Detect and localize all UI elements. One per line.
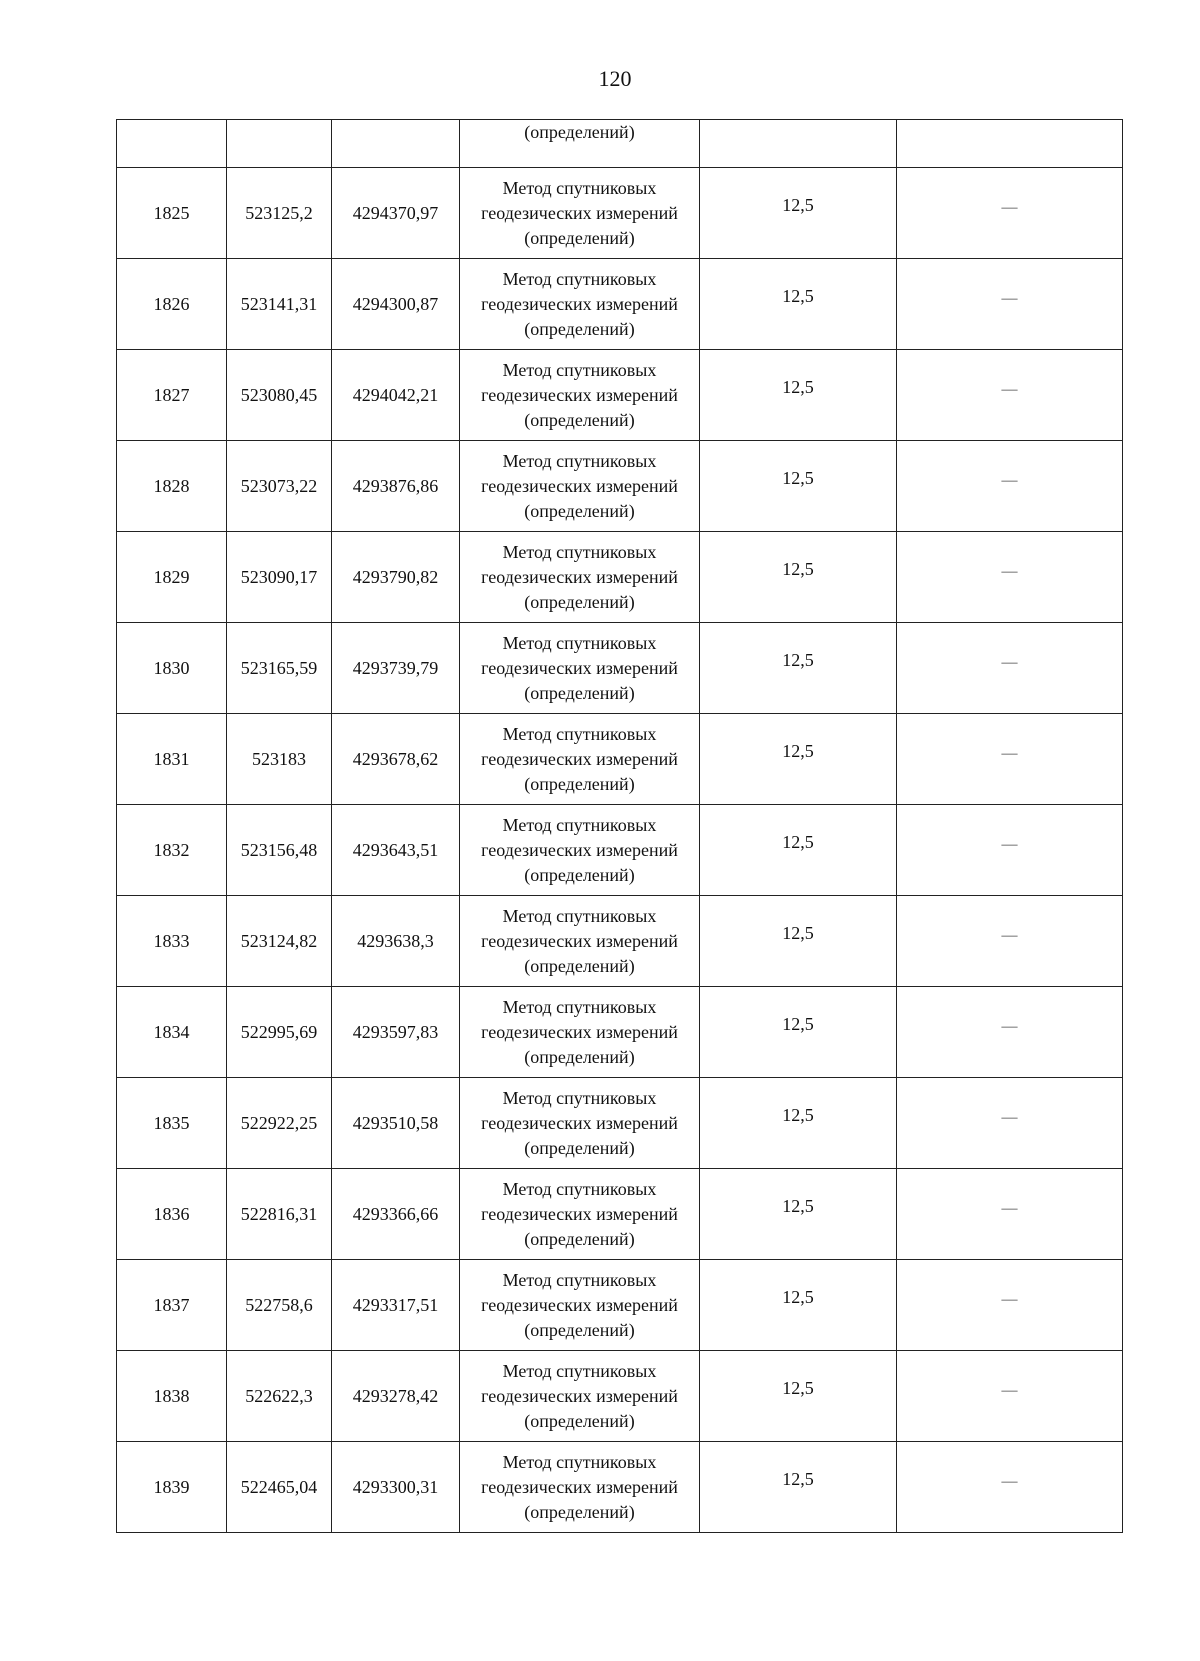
cell-x-text: 523165,59 — [240, 657, 318, 678]
cell-method — [460, 441, 700, 532]
cell-method — [460, 1169, 700, 1260]
cell-num — [117, 987, 227, 1078]
cell-y — [332, 1169, 460, 1260]
cell-x-text: 523073,22 — [240, 475, 318, 496]
method-line: геодезических измерений — [481, 657, 678, 678]
cell-x-text: 522465,04 — [240, 1476, 318, 1497]
method-line: (определений) — [524, 409, 635, 430]
table-row — [117, 1351, 1123, 1442]
cell-y-text: 4293597,83 — [352, 1021, 439, 1042]
cell-note-text: — — [1001, 1472, 1018, 1490]
cell-x — [227, 896, 332, 987]
cell-error-text: 12,5 — [782, 740, 814, 761]
table-row — [117, 441, 1123, 532]
method-line: (определений) — [524, 864, 635, 885]
method-line: (определений) — [524, 682, 635, 703]
method-line: геодезических измерений — [481, 1203, 678, 1224]
cell-error-text: 12,5 — [782, 376, 814, 397]
cell-num — [117, 441, 227, 532]
cell-x — [227, 168, 332, 259]
cell-error — [700, 532, 897, 623]
method-line: (определений) — [524, 1410, 635, 1431]
cell-note-text: — — [1001, 653, 1018, 671]
cell-note — [897, 623, 1123, 714]
cell-method — [460, 532, 700, 623]
table-row — [117, 532, 1123, 623]
page-number: 120 — [598, 66, 632, 91]
cell-num — [117, 896, 227, 987]
cell-num — [117, 168, 227, 259]
table-row — [117, 350, 1123, 441]
method-line: геодезических измерений — [481, 839, 678, 860]
method-line: (определений) — [524, 1137, 635, 1158]
cell-note — [897, 1078, 1123, 1169]
table-row — [117, 623, 1123, 714]
cell-note-text: — — [1001, 1290, 1018, 1308]
cell-x — [227, 1260, 332, 1351]
cell-note-text: — — [1001, 198, 1018, 216]
cell-method — [460, 1260, 700, 1351]
cell-num-text: 1830 — [153, 657, 190, 678]
cell-method — [460, 1078, 700, 1169]
cell-num-text: 1837 — [153, 1294, 190, 1315]
cell-note — [897, 441, 1123, 532]
cell-num-text: 1828 — [153, 475, 190, 496]
cell-error — [700, 120, 897, 168]
method-line: геодезических измерений — [481, 1294, 678, 1315]
cell-y-text: 4293739,79 — [352, 657, 439, 678]
coordinates-table — [116, 119, 1123, 1533]
cell-y — [332, 805, 460, 896]
cell-error — [700, 259, 897, 350]
cell-num — [117, 532, 227, 623]
cell-y-text: 4293317,51 — [352, 1294, 439, 1315]
method-line: геодезических измерений — [481, 1385, 678, 1406]
cell-y-text: 4294370,97 — [352, 202, 439, 223]
method-line: геодезических измерений — [481, 566, 678, 587]
cell-method — [460, 168, 700, 259]
cell-num-text: 1832 — [153, 839, 190, 860]
cell-x — [227, 1078, 332, 1169]
cell-note — [897, 168, 1123, 259]
cell-note-text: — — [1001, 744, 1018, 762]
cell-y — [332, 1351, 460, 1442]
method-line: (определений) — [524, 955, 635, 976]
cell-note-text: — — [1001, 562, 1018, 580]
cell-x-text: 522758,6 — [245, 1294, 313, 1315]
cell-x-text: 522816,31 — [240, 1203, 318, 1224]
cell-x-text: 522922,25 — [240, 1112, 318, 1133]
cell-x-text: 523124,82 — [240, 930, 318, 951]
cell-error — [700, 1351, 897, 1442]
cell-note-text: — — [1001, 1199, 1018, 1217]
cell-note-text: — — [1001, 1381, 1018, 1399]
method-line: (определений) — [524, 318, 635, 339]
method-line: Метод спутниковых — [502, 359, 657, 380]
cell-y-text: 4293510,58 — [352, 1112, 439, 1133]
cell-y-text: 4293638,3 — [357, 930, 434, 951]
cell-error-text: 12,5 — [782, 285, 814, 306]
cell-x — [227, 1169, 332, 1260]
cell-y — [332, 1078, 460, 1169]
cell-x-text: 523141,31 — [240, 293, 318, 314]
cell-note — [897, 1351, 1123, 1442]
cell-method — [460, 805, 700, 896]
method-line: (определений) — [524, 1046, 635, 1067]
cell-method — [460, 120, 700, 168]
cell-error — [700, 623, 897, 714]
method-line: Метод спутниковых — [502, 541, 657, 562]
cell-note — [897, 1260, 1123, 1351]
cell-num-text: 1826 — [153, 293, 190, 314]
table-row — [117, 714, 1123, 805]
cell-num-text: 1829 — [153, 566, 190, 587]
cell-error — [700, 350, 897, 441]
cell-num — [117, 1078, 227, 1169]
cell-error-text: 12,5 — [782, 194, 814, 215]
cell-note-text: — — [1001, 289, 1018, 307]
cell-note-text: — — [1001, 1017, 1018, 1035]
cell-x — [227, 714, 332, 805]
cell-num-text: 1831 — [153, 748, 190, 769]
cell-x-text: 523183 — [252, 748, 306, 769]
method-line: Метод спутниковых — [502, 905, 657, 926]
cell-num-text: 1836 — [153, 1203, 190, 1224]
method-line: Метод спутниковых — [502, 1360, 657, 1381]
method-line: (определений) — [524, 227, 635, 248]
table-row — [117, 168, 1123, 259]
cell-y-text: 4293678,62 — [352, 748, 439, 769]
table-row — [117, 805, 1123, 896]
cell-x-text: 522622,3 — [245, 1385, 313, 1406]
cell-note — [897, 1169, 1123, 1260]
cell-y-text: 4293300,31 — [352, 1476, 439, 1497]
cell-note-text: — — [1001, 1108, 1018, 1126]
cell-y — [332, 532, 460, 623]
cell-note — [897, 805, 1123, 896]
table-row — [117, 1442, 1123, 1533]
cell-x-text: 523090,17 — [240, 566, 318, 587]
cell-error-text: 12,5 — [782, 1286, 814, 1307]
cell-method — [460, 259, 700, 350]
cell-error — [700, 987, 897, 1078]
cell-note-text: — — [1001, 926, 1018, 944]
cell-x — [227, 987, 332, 1078]
cell-method — [460, 350, 700, 441]
cell-note-text: — — [1001, 380, 1018, 398]
cell-y-text: 4293790,82 — [352, 566, 439, 587]
table-row — [117, 896, 1123, 987]
cell-x — [227, 623, 332, 714]
cell-error — [700, 805, 897, 896]
cell-x — [227, 441, 332, 532]
method-line: геодезических измерений — [481, 1112, 678, 1133]
cell-error — [700, 1260, 897, 1351]
cell-num — [117, 1169, 227, 1260]
cell-error-text: 12,5 — [782, 922, 814, 943]
cell-num — [117, 805, 227, 896]
method-line: геодезических измерений — [481, 1021, 678, 1042]
cell-num — [117, 259, 227, 350]
cell-num-text: 1835 — [153, 1112, 190, 1133]
cell-x — [227, 805, 332, 896]
cell-method — [460, 623, 700, 714]
cell-y — [332, 259, 460, 350]
cell-y-text: 4293643,51 — [352, 839, 439, 860]
cell-y — [332, 987, 460, 1078]
method-line: Метод спутниковых — [502, 1178, 657, 1199]
method-line: Метод спутниковых — [502, 268, 657, 289]
cell-x — [227, 350, 332, 441]
method-line: геодезических измерений — [481, 930, 678, 951]
cell-error — [700, 1442, 897, 1533]
cell-error-text: 12,5 — [782, 558, 814, 579]
cell-num-text: 1825 — [153, 202, 190, 223]
cell-method — [460, 1442, 700, 1533]
cell-error-text: 12,5 — [782, 467, 814, 488]
cell-error — [700, 441, 897, 532]
cell-x-text: 523125,2 — [245, 202, 313, 223]
cell-y — [332, 1442, 460, 1533]
cell-num — [117, 120, 227, 168]
method-line: геодезических измерений — [481, 384, 678, 405]
method-line: Метод спутниковых — [502, 1087, 657, 1108]
cell-y-text: 4294042,21 — [352, 384, 439, 405]
cell-error-text: 12,5 — [782, 1104, 814, 1125]
cell-x — [227, 1442, 332, 1533]
cell-error — [700, 168, 897, 259]
cell-error-text: 12,5 — [782, 831, 814, 852]
table-row — [117, 259, 1123, 350]
cell-error — [700, 1078, 897, 1169]
cell-y-text: 4294300,87 — [352, 293, 439, 314]
method-line: геодезических измерений — [481, 293, 678, 314]
method-tail: (определений) — [524, 122, 635, 142]
cell-y — [332, 623, 460, 714]
cell-error-text: 12,5 — [782, 649, 814, 670]
cell-y — [332, 441, 460, 532]
cell-note — [897, 532, 1123, 623]
method-line: геодезических измерений — [481, 202, 678, 223]
cell-note — [897, 120, 1123, 168]
cell-y — [332, 1260, 460, 1351]
cell-num — [117, 1260, 227, 1351]
cell-note-text: — — [1001, 835, 1018, 853]
cell-note — [897, 259, 1123, 350]
method-line: (определений) — [524, 500, 635, 521]
method-line: (определений) — [524, 1228, 635, 1249]
cell-method — [460, 714, 700, 805]
cell-num-text: 1833 — [153, 930, 190, 951]
method-line: (определений) — [524, 591, 635, 612]
cell-num-text: 1834 — [153, 1021, 190, 1042]
cell-y — [332, 896, 460, 987]
cell-x-text: 523080,45 — [240, 384, 318, 405]
table-row — [117, 1260, 1123, 1351]
cell-y-text: 4293876,86 — [352, 475, 439, 496]
method-line: Метод спутниковых — [502, 177, 657, 198]
cell-x — [227, 259, 332, 350]
method-line: Метод спутниковых — [502, 450, 657, 471]
cell-error — [700, 896, 897, 987]
cell-y-text: 4293278,42 — [352, 1385, 439, 1406]
method-line: Метод спутниковых — [502, 723, 657, 744]
method-line: (определений) — [524, 1319, 635, 1340]
method-line: (определений) — [524, 773, 635, 794]
table-row — [117, 1169, 1123, 1260]
cell-note — [897, 1442, 1123, 1533]
method-line: Метод спутниковых — [502, 996, 657, 1017]
cell-num-text: 1839 — [153, 1476, 190, 1497]
cell-num — [117, 1351, 227, 1442]
cell-note-text: — — [1001, 471, 1018, 489]
table-body — [117, 120, 1123, 1533]
cell-error — [700, 714, 897, 805]
cell-y — [332, 714, 460, 805]
cell-x — [227, 1351, 332, 1442]
method-line: Метод спутниковых — [502, 1451, 657, 1472]
method-line: Метод спутниковых — [502, 1269, 657, 1290]
cell-error — [700, 1169, 897, 1260]
cell-note — [897, 987, 1123, 1078]
method-line: геодезических измерений — [481, 475, 678, 496]
cell-error-text: 12,5 — [782, 1468, 814, 1489]
cell-x-text: 522995,69 — [240, 1021, 318, 1042]
cell-num-text: 1838 — [153, 1385, 190, 1406]
cell-error-text: 12,5 — [782, 1377, 814, 1398]
table-row — [117, 987, 1123, 1078]
cell-x — [227, 120, 332, 168]
cell-error-text: 12,5 — [782, 1195, 814, 1216]
continued-row — [117, 120, 1123, 168]
cell-y-text: 4293366,66 — [352, 1203, 439, 1224]
cell-num — [117, 350, 227, 441]
method-line: геодезических измерений — [481, 1476, 678, 1497]
cell-note — [897, 350, 1123, 441]
cell-error-text: 12,5 — [782, 1013, 814, 1034]
cell-method — [460, 896, 700, 987]
cell-num-text: 1827 — [153, 384, 190, 405]
cell-note — [897, 714, 1123, 805]
table-row — [117, 1078, 1123, 1169]
cell-y — [332, 120, 460, 168]
cell-note — [897, 896, 1123, 987]
cell-num — [117, 623, 227, 714]
cell-x-text: 523156,48 — [240, 839, 318, 860]
cell-y — [332, 168, 460, 259]
method-line: Метод спутниковых — [502, 632, 657, 653]
cell-method — [460, 987, 700, 1078]
method-line: геодезических измерений — [481, 748, 678, 769]
cell-num — [117, 1442, 227, 1533]
method-line: Метод спутниковых — [502, 814, 657, 835]
cell-x — [227, 532, 332, 623]
cell-num — [117, 714, 227, 805]
cell-y — [332, 350, 460, 441]
method-line: (определений) — [524, 1501, 635, 1522]
cell-method — [460, 1351, 700, 1442]
